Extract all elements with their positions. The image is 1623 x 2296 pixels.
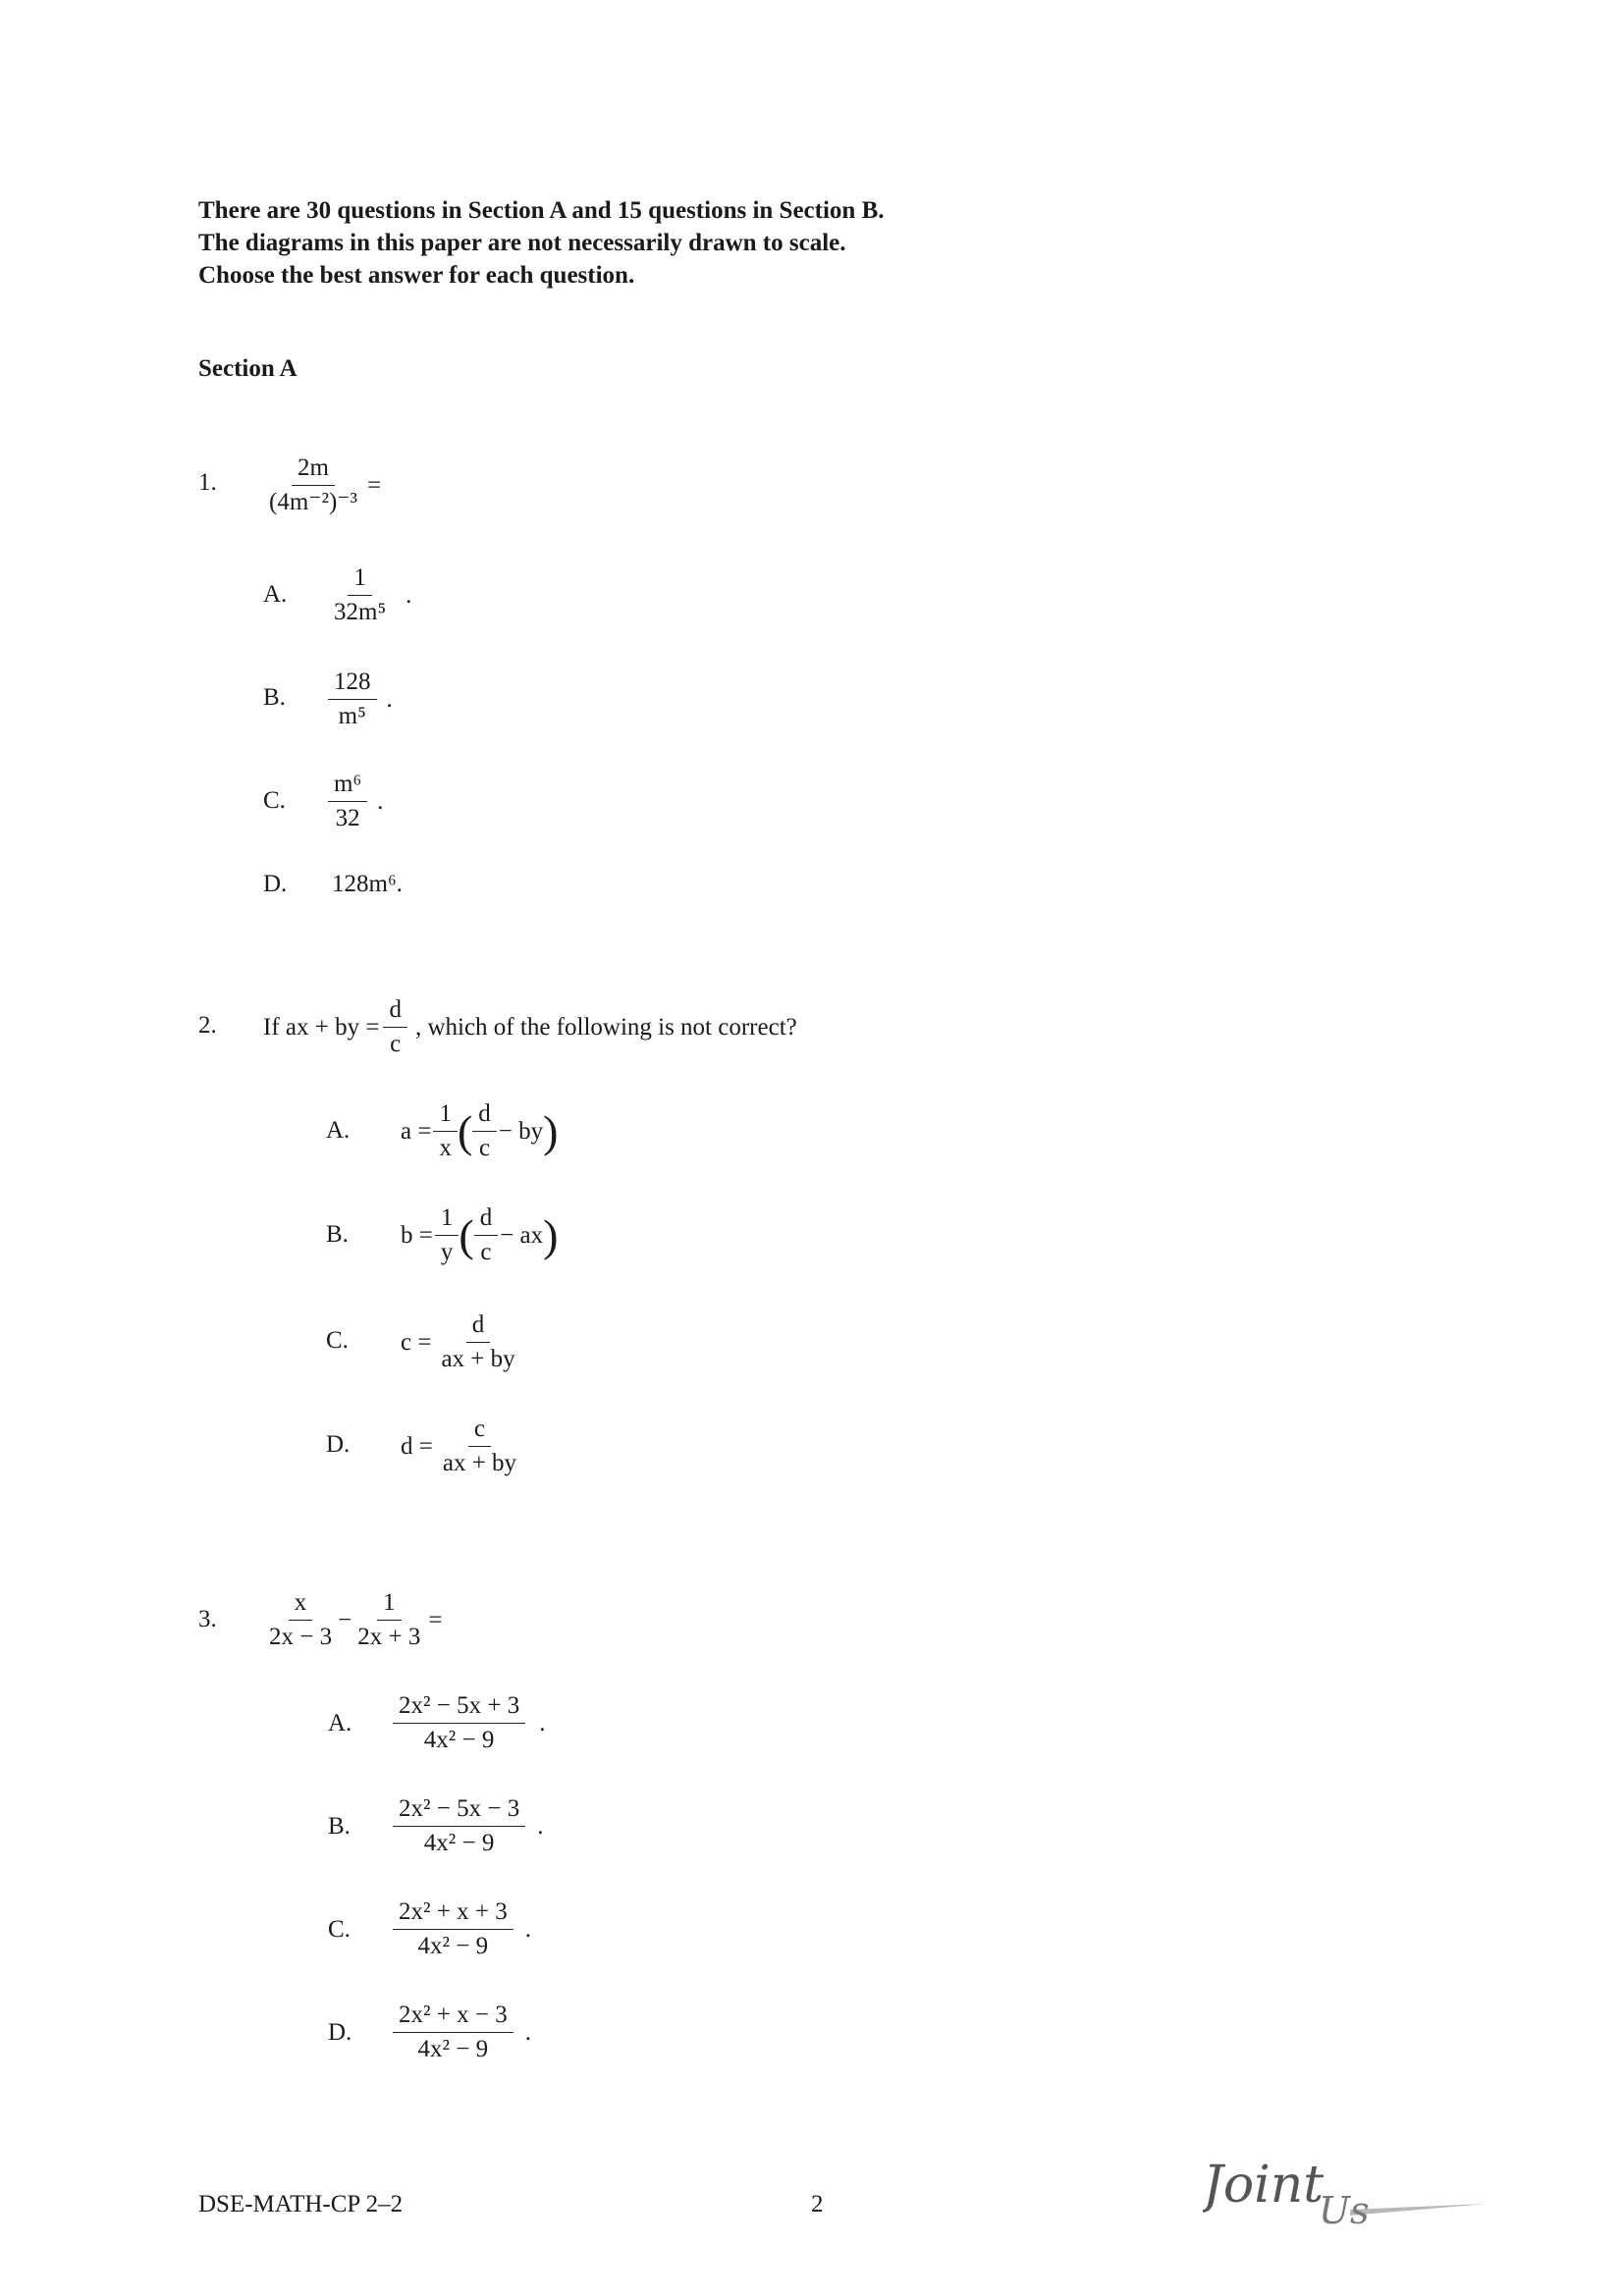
jointus-logo (1203, 2155, 1497, 2233)
option-d: $\frac{\text{2x² + x − 3}}{\text{4x² − 9}}$ . (393, 2001, 531, 2064)
option-a: $\frac{\text{2x² − 5x + 3}}{\text{4x² − 9}}$ . (393, 1691, 545, 1755)
option-label: D. (328, 2019, 352, 2046)
paper-code: DSE-MATH-CP 2–2 (198, 2191, 404, 2217)
svg-text:Us: Us (1319, 2189, 1370, 2232)
question-2-stem: If ax + by = $\frac{d}{c}$ , which of the following is not correct? (263, 996, 797, 1057)
option-a: a = $\frac{1}{x}$ ( $\frac{d}{c}$ − by ) (401, 1100, 559, 1161)
option-b: $\frac{\text{2x² − 5x − 3}}{\text{4x² − 9}}$ . (393, 1794, 543, 1858)
option-b: $\frac{128}{\text{m⁵}}$ . (328, 667, 393, 731)
option-label: A. (326, 1117, 351, 1144)
option-label: B. (263, 684, 286, 711)
option-c: $\frac{\text{m⁶}}{32}$ . (328, 770, 383, 833)
option-b: b = $\frac{1}{y}$ ( $\frac{d}{c}$ − ax ) (401, 1204, 559, 1265)
question-number: 3. (198, 1606, 217, 1632)
svg-text:Joint: Joint (1203, 2156, 1325, 2215)
option-c: $\frac{\text{2x² + x + 3}}{\text{4x² − 9}}$ . (393, 1897, 531, 1961)
option-label: D. (263, 871, 288, 897)
option-c: c = $\frac{d}{ax + by}$ (401, 1311, 515, 1372)
option-d: d = $\frac{c}{ax + by}$ (401, 1415, 517, 1476)
option-d: 128m⁶. (332, 871, 403, 897)
option-label: C. (326, 1327, 349, 1354)
option-label: D. (326, 1431, 351, 1458)
instruction-line: Choose the best answer for each question. (198, 262, 635, 289)
question-number: 1. (198, 469, 217, 496)
option-label: B. (326, 1221, 349, 1248)
fraction: $\frac{2m}{\text{(4m⁻²)⁻³}}$ (269, 454, 357, 515)
instruction-line: The diagrams in this paper are not necessarily drawn to scale. (198, 230, 846, 256)
question-3-stem: $\frac{x}{2x - 3}$ − $\frac{1}{2x + 3}$ = (269, 1589, 443, 1650)
option-label: C. (328, 1916, 351, 1943)
option-label: C. (263, 787, 286, 814)
question-1-stem: $\frac{2m}{\text{(4m⁻²)⁻³}}$ = (263, 454, 381, 517)
option-label: B. (328, 1813, 351, 1840)
page-number: 2 (811, 2191, 824, 2217)
question-number: 2. (198, 1012, 217, 1039)
instruction-line: There are 30 questions in Section A and 15 questions in Section B. (198, 197, 885, 224)
section-title: Section A (198, 355, 298, 382)
option-label: A. (263, 581, 288, 608)
option-a: $\frac{1}{\text{32m⁵}}$ . (334, 564, 412, 625)
option-label: A. (328, 1710, 352, 1736)
instructions (198, 194, 885, 292)
